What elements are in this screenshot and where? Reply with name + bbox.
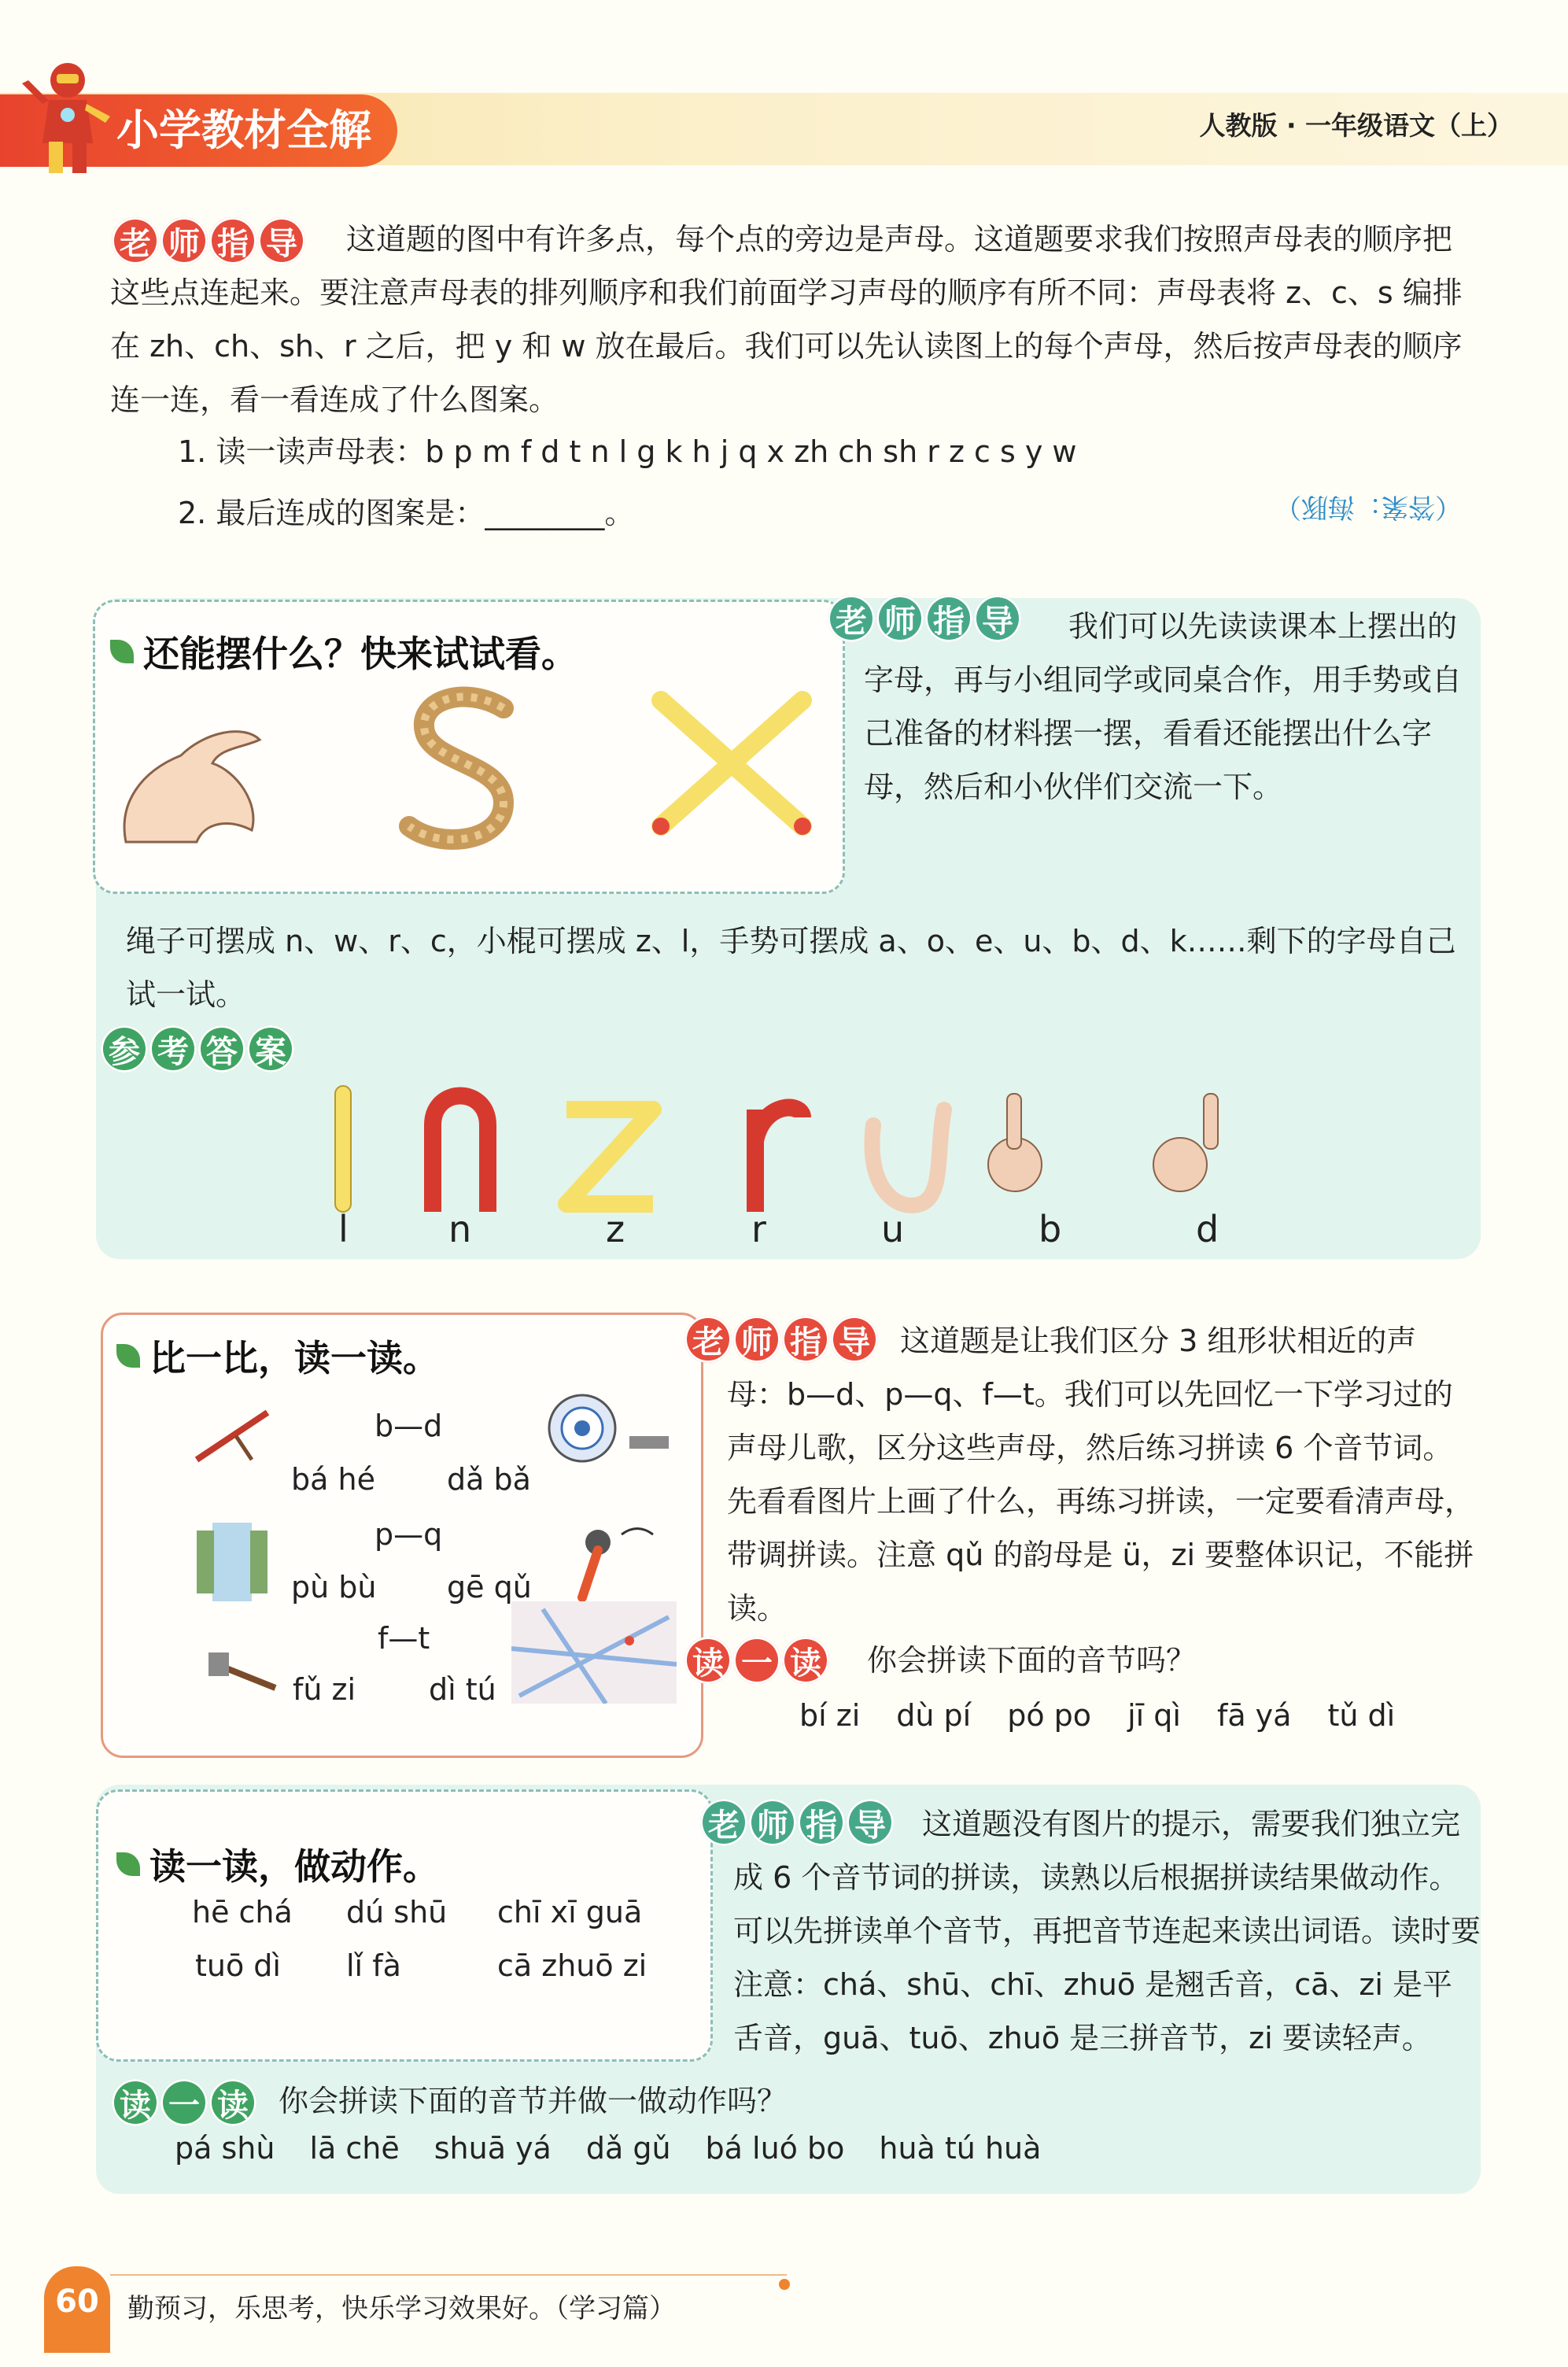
- microphone-icon: [566, 1519, 661, 1605]
- section2-answer-text: 绳子可摆成 n、w、r、c，小棍可摆成 z、l，手势可摆成 a、o、e、u、b、d、k……剩下的字母自己试一试。: [126, 924, 1456, 1012]
- footer-dot: [779, 2279, 790, 2290]
- syllable-word: bá luó bo: [705, 2131, 845, 2166]
- leaf-icon: [110, 640, 134, 663]
- leaf-icon: [116, 1852, 140, 1876]
- pair-word: bá hé: [291, 1462, 375, 1497]
- letter-label-l: l: [338, 1208, 349, 1250]
- letter-label-z: z: [606, 1208, 625, 1250]
- target-shooting-icon: [543, 1389, 677, 1475]
- pair-head-1: b—d: [374, 1409, 443, 1443]
- section4-read-question: 你会拼读下面的音节并做一做动作吗？: [279, 2084, 788, 2118]
- pair-word: dì tú: [429, 1672, 496, 1707]
- reference-answer-badge: 参 考 答 案: [101, 1025, 294, 1073]
- teacher-guide-badge: 老 师 指 导: [112, 217, 305, 264]
- section1-item1: 1. 读一读声母表：b p m f d t n l g k h j q x zh ch sh r z c s y w: [178, 434, 1077, 469]
- leaf-icon: [116, 1344, 140, 1368]
- section4-title-text: 读一读，做动作。: [149, 1845, 439, 1888]
- syllable-word: dù pí: [896, 1698, 972, 1733]
- syllable-word: tǔ dì: [1327, 1698, 1396, 1733]
- section1-item2: 2. 最后连成的图案是：________。: [178, 496, 635, 530]
- section4-read-words: [175, 2131, 1041, 2166]
- section1-answer: （答案：海豚）: [1275, 491, 1462, 523]
- syllable-word: bí zi: [799, 1698, 861, 1733]
- teacher-guide-badge: 老 师 指 导: [828, 595, 1021, 642]
- pair-head-3: f—t: [378, 1621, 430, 1656]
- syllable-word: pó po: [1007, 1698, 1092, 1733]
- footer-divider: [110, 2274, 787, 2276]
- action-word: tuō dì: [195, 1948, 281, 1983]
- syllable-word: dǎ gǔ: [585, 2131, 671, 2166]
- rope-s-icon: [393, 685, 527, 858]
- teacher-guide-badge: 老 师 指 导: [684, 1316, 878, 1363]
- syllable-word: jī qì: [1127, 1698, 1181, 1733]
- action-word: lǐ fà: [346, 1948, 401, 1983]
- superhero-mascot-icon: [17, 57, 118, 183]
- edition-label: 人教版 · 一年级语文（上）: [1199, 110, 1513, 141]
- section2-title: [110, 626, 577, 678]
- sticks-x-icon: [645, 685, 818, 842]
- section1-guide-text: 这道题的图中有许多点，每个点的旁边是声母。这道题要求我们按照声母表的顺序把这些点连起来。要注意声母表的排列顺序和我们前面学习声母的顺序有所不同：声母表将 z、c、s 编排在 zh、ch、sh、r 之后，把 y 和 w 放在最后。我们可以先认读图上的每个声母，然后按声母表的顺序连一连，看一看连成了什么图案。: [110, 222, 1463, 417]
- syllable-word: shuā yá: [434, 2131, 552, 2166]
- pair-word: pù bù: [291, 1570, 377, 1604]
- action-word: chī xī guā: [497, 1895, 643, 1929]
- letter-label-d: d: [1196, 1208, 1219, 1250]
- action-word: dú shū: [346, 1895, 448, 1929]
- pair-head-2: p—q: [374, 1517, 443, 1552]
- page-number: 60: [55, 2284, 99, 2320]
- section3-read-question: 你会拼读下面的音节吗？: [867, 1643, 1197, 1678]
- letter-figures: [315, 1078, 1306, 1220]
- syllable-word: fā yá: [1216, 1698, 1292, 1733]
- axe-icon: [201, 1649, 279, 1696]
- footer-slogan: 勤预习，乐思考，快乐学习效果好。（学习篇）: [127, 2293, 676, 2325]
- section3-title-text: 比一比，读一读。: [149, 1337, 439, 1379]
- teacher-guide-badge: 老 师 指 导: [700, 1799, 894, 1846]
- letter-label-u: u: [881, 1208, 905, 1250]
- section4-guide-text: 这道题没有图片的提示，需要我们独立完成 6 个音节词的拼读，读熟以后根据拼读结果做动作。可以先拼读单个音节，再把音节连起来读出词语。读时要注意：chá、shū、chī、zhuō 是翘舌音，cā、zi 是平舌音，guā、tuō、zhuō 是三拼音节，zi 要读轻声。: [733, 1807, 1481, 2055]
- action-word: hē chá: [192, 1895, 293, 1929]
- syllable-word: huà tú huà: [879, 2131, 1042, 2166]
- action-word: cā zhuō zi: [497, 1948, 647, 1983]
- hand-c-gesture-icon: [110, 685, 291, 858]
- letter-label-r: r: [751, 1208, 766, 1250]
- syllable-word: lā chē: [309, 2131, 400, 2166]
- book-title: 小学教材全解: [0, 94, 397, 167]
- section3-title: [116, 1330, 439, 1382]
- letter-label-n: n: [448, 1208, 472, 1250]
- waterfall-icon: [189, 1515, 283, 1609]
- pair-word: dǎ bǎ: [447, 1462, 531, 1497]
- section3-guide-text: 这道题是让我们区分 3 组形状相近的声母：b—d、p—q、f—t。我们可以先回忆一下学习过的声母儿歌，区分这些声母，然后练习拼读 6 个音节词。先看看图片上画了什么，再练习拼读，一定要看清声母，带调拼读。注意 qǔ 的韵母是 ü，zi 要整体识记，不能拼读。: [727, 1324, 1475, 1626]
- pair-word: fǔ zi: [293, 1672, 356, 1707]
- section2-guide-text: 我们可以先读读课本上摆出的字母，再与小组同学或同桌合作，用手势或自己准备的材料摆一摆，看看还能摆出什么字母，然后和小伙伴们交流一下。: [864, 609, 1463, 804]
- read-badge: 读 一 读: [684, 1637, 829, 1684]
- syllable-word: pá shù: [175, 2131, 275, 2166]
- radish-icon: [189, 1405, 275, 1468]
- section2-title-text: 还能摆什么？快来试试看。: [143, 633, 577, 675]
- map-icon: [511, 1601, 677, 1704]
- pair-word: gē qǔ: [447, 1570, 532, 1604]
- letter-label-b: b: [1039, 1208, 1062, 1250]
- read-badge: 读 一 读: [112, 2079, 256, 2126]
- section3-read-words: [799, 1698, 1395, 1733]
- section4-title: [116, 1838, 439, 1890]
